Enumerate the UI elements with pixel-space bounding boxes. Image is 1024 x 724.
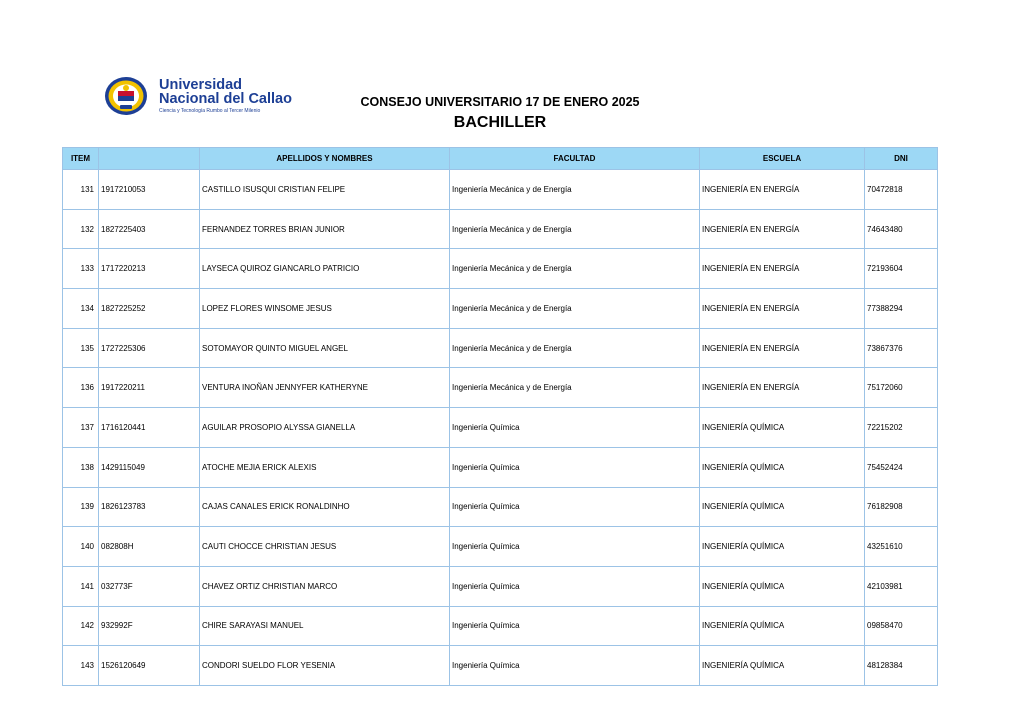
name-cell: SOTOMAYOR QUINTO MIGUEL ANGEL [200, 328, 450, 368]
code-cell: 1827225403 [99, 209, 200, 249]
school-cell: INGENIERÍA EN ENERGÍA [700, 368, 865, 408]
faculty-cell: Ingeniería Química [450, 566, 700, 606]
faculty-cell: Ingeniería Química [450, 487, 700, 527]
table-row [63, 249, 938, 289]
table-row [63, 328, 938, 368]
students-table [62, 147, 938, 686]
dni-cell: 77388294 [865, 289, 938, 329]
faculty-cell: Ingeniería Mecánica y de Energía [450, 289, 700, 329]
item-cell: 133 [63, 249, 99, 289]
faculty-cell: Ingeniería Mecánica y de Energía [450, 249, 700, 289]
school-cell: INGENIERÍA EN ENERGÍA [700, 170, 865, 210]
school-cell: INGENIERÍA QUÍMICA [700, 447, 865, 487]
item-cell: 132 [63, 209, 99, 249]
name-cell: LAYSECA QUIROZ GIANCARLO PATRICIO [200, 249, 450, 289]
school-cell: INGENIERÍA QUÍMICA [700, 646, 865, 686]
table-body [63, 170, 938, 686]
code-cell: 032773F [99, 566, 200, 606]
school-cell: INGENIERÍA EN ENERGÍA [700, 289, 865, 329]
table-row [63, 566, 938, 606]
logo-line-1: Universidad [159, 77, 242, 93]
name-cell: LOPEZ FLORES WINSOME JESUS [200, 289, 450, 329]
item-cell: 135 [63, 328, 99, 368]
dni-cell: 48128384 [865, 646, 938, 686]
code-cell: 1727225306 [99, 328, 200, 368]
code-cell: 1429115049 [99, 447, 200, 487]
school-cell: INGENIERÍA EN ENERGÍA [700, 328, 865, 368]
dni-cell: 75452424 [865, 447, 938, 487]
page-subtitle: BACHILLER [453, 114, 547, 131]
faculty-cell: Ingeniería Química [450, 527, 700, 567]
table-row [63, 408, 938, 448]
school-cell: INGENIERÍA QUÍMICA [700, 606, 865, 646]
table-row [63, 447, 938, 487]
column-header-item: ITEM [63, 148, 99, 170]
table-row [63, 170, 938, 210]
column-header-code [99, 148, 200, 170]
name-cell: AGUILAR PROSOPIO ALYSSA GIANELLA [200, 408, 450, 448]
logo-tagline: Ciencia y Tecnología Rumbo al Tercer Milenio [159, 108, 261, 114]
item-cell: 136 [63, 368, 99, 408]
faculty-cell: Ingeniería Química [450, 408, 700, 448]
university-logo [103, 76, 313, 116]
code-cell: 1917210053 [99, 170, 200, 210]
school-cell: INGENIERÍA QUÍMICA [700, 566, 865, 606]
faculty-cell: Ingeniería Química [450, 447, 700, 487]
dni-cell: 76182908 [865, 487, 938, 527]
table-row [63, 487, 938, 527]
school-cell: INGENIERÍA EN ENERGÍA [700, 209, 865, 249]
name-cell: VENTURA INOÑAN JENNYFER KATHERYNE [200, 368, 450, 408]
name-cell: FERNANDEZ TORRES BRIAN JUNIOR [200, 209, 450, 249]
university-seal-icon [103, 76, 155, 116]
code-cell: 1526120649 [99, 646, 200, 686]
code-cell: 1826123783 [99, 487, 200, 527]
dni-cell: 75172060 [865, 368, 938, 408]
code-cell: 082808H [99, 527, 200, 567]
name-cell: CONDORI SUELDO FLOR YESENIA [200, 646, 450, 686]
page-title: CONSEJO UNIVERSITARIO 17 DE ENERO 2025 [360, 95, 640, 109]
table-row [63, 289, 938, 329]
name-cell: CASTILLO ISUSQUI CRISTIAN FELIPE [200, 170, 450, 210]
column-header-faculty: FACULTAD [450, 148, 700, 170]
name-cell: CAJAS CANALES ERICK RONALDINHO [200, 487, 450, 527]
name-cell: CHIRE SARAYASI MANUEL [200, 606, 450, 646]
item-cell: 137 [63, 408, 99, 448]
faculty-cell: Ingeniería Mecánica y de Energía [450, 209, 700, 249]
item-cell: 134 [63, 289, 99, 329]
logo-line-2: Nacional del Callao [159, 91, 292, 107]
code-cell: 1827225252 [99, 289, 200, 329]
item-cell: 143 [63, 646, 99, 686]
name-cell: ATOCHE MEJIA ERICK ALEXIS [200, 447, 450, 487]
dni-cell: 72215202 [865, 408, 938, 448]
dni-cell: 72193604 [865, 249, 938, 289]
item-cell: 141 [63, 566, 99, 606]
table-row [63, 646, 938, 686]
dni-cell: 43251610 [865, 527, 938, 567]
dni-cell: 09858470 [865, 606, 938, 646]
table-row [63, 606, 938, 646]
item-cell: 138 [63, 447, 99, 487]
code-cell: 1716120441 [99, 408, 200, 448]
faculty-cell: Ingeniería Química [450, 606, 700, 646]
faculty-cell: Ingeniería Mecánica y de Energía [450, 328, 700, 368]
table-header-row [63, 148, 938, 170]
faculty-cell: Ingeniería Mecánica y de Energía [450, 368, 700, 408]
code-cell: 1717220213 [99, 249, 200, 289]
school-cell: INGENIERÍA QUÍMICA [700, 527, 865, 567]
school-cell: INGENIERÍA QUÍMICA [700, 408, 865, 448]
code-cell: 932992F [99, 606, 200, 646]
dni-cell: 73867376 [865, 328, 938, 368]
dni-cell: 42103981 [865, 566, 938, 606]
item-cell: 140 [63, 527, 99, 567]
name-cell: CAUTI CHOCCE CHRISTIAN JESUS [200, 527, 450, 567]
table-row [63, 209, 938, 249]
item-cell: 142 [63, 606, 99, 646]
school-cell: INGENIERÍA EN ENERGÍA [700, 249, 865, 289]
faculty-cell: Ingeniería Mecánica y de Energía [450, 170, 700, 210]
faculty-cell: Ingeniería Química [450, 646, 700, 686]
school-cell: INGENIERÍA QUÍMICA [700, 487, 865, 527]
item-cell: 131 [63, 170, 99, 210]
dni-cell: 70472818 [865, 170, 938, 210]
dni-cell: 74643480 [865, 209, 938, 249]
column-header-name: APELLIDOS Y NOMBRES [200, 148, 450, 170]
name-cell: CHAVEZ ORTIZ CHRISTIAN MARCO [200, 566, 450, 606]
column-header-dni: DNI [865, 148, 938, 170]
column-header-school: ESCUELA [700, 148, 865, 170]
code-cell: 1917220211 [99, 368, 200, 408]
table-row [63, 527, 938, 567]
table-row [63, 368, 938, 408]
item-cell: 139 [63, 487, 99, 527]
